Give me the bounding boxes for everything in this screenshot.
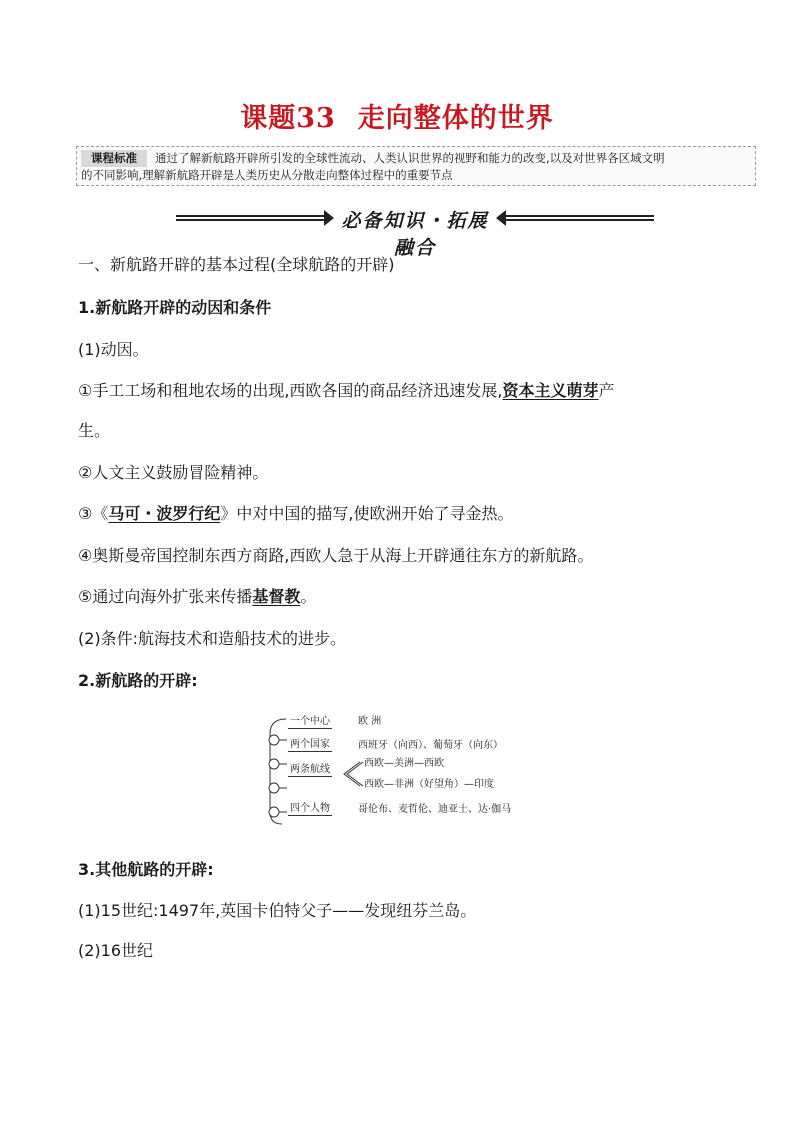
diagram-value-people: 哥伦布、麦哲伦、迪亚士、达·伽马 — [358, 804, 512, 815]
diagram-node-routes: 两条航线 — [288, 760, 332, 777]
page-title — [0, 96, 794, 135]
paragraph-15th-century: (1)15世纪:1497年,英国卡伯特父子——发现纽芬兰岛。 — [78, 901, 477, 920]
motive-1-text: ①手工工场和租地农场的出现,西欧各国的商品经济迅速发展, — [78, 381, 503, 400]
banner-left-arrow-icon — [324, 210, 334, 226]
subheading-other-routes: 3.其他航路的开辟: — [78, 860, 214, 879]
paragraph-motive-1-wrap: 生。 — [78, 421, 111, 440]
motive-3-text: 》中对中国的描写,使欧洲开始了寻金热。 — [220, 504, 514, 523]
paragraph-motive-3 — [78, 501, 513, 524]
motive-1-tail: 产 — [598, 381, 615, 400]
paragraph-conditions: (2)条件:航海技术和造船技术的进步。 — [78, 629, 347, 648]
lesson-name: 走向整体的世界 — [357, 103, 554, 134]
diagram-node-center: 一个中心 — [288, 712, 332, 729]
paragraph-motive-2: ②人文主义鼓励冒险精神。 — [78, 463, 269, 482]
paragraph-motive-5 — [78, 584, 316, 607]
motive-5-tail: 。 — [300, 587, 317, 606]
diagram-node-countries: 两个国家 — [288, 735, 332, 752]
banner-title: 必备知识・拓展融合 — [341, 210, 489, 259]
curriculum-standard-tag: 课程标准 — [81, 150, 147, 167]
paragraph-motive-1 — [78, 378, 615, 401]
banner-left-rule — [176, 215, 326, 221]
curriculum-standard-text-1: 通过了解新航路开辟所引发的全球性流动、人类认识世界的视野和能力的改变,以及对世界各区域文明 — [155, 151, 665, 165]
paragraph-motives-label: (1)动因。 — [78, 340, 149, 359]
curriculum-standard-text-2: 的不同影响,理解新航路开辟是人类历史从分散走向整体过程中的重要节点 — [81, 168, 453, 182]
motive-5-keyword: 基督教 — [252, 587, 301, 606]
subheading-new-routes: 2.新航路的开辟: — [78, 671, 198, 690]
diagram-node-people: 四个人物 — [288, 799, 332, 816]
diagram-value-route-1: 西欧—美洲—西欧 — [364, 758, 444, 769]
lesson-number: 课题33 — [240, 103, 336, 134]
motive-3-keyword: 马可・波罗行纪 — [108, 504, 221, 523]
banner-right-rule — [504, 215, 654, 221]
curriculum-standard-box — [76, 146, 756, 186]
motive-3-open: ③《 — [78, 504, 109, 523]
paragraph-16th-century: (2)16世纪 — [78, 941, 154, 960]
new-routes-diagram — [262, 704, 542, 834]
diagram-value-route-2: 西欧—非洲（好望角）—印度 — [364, 779, 494, 790]
diagram-value-center: 欧 洲 — [358, 716, 382, 727]
motive-1-keyword: 资本主义萌芽 — [502, 381, 599, 400]
motive-5-text: ⑤通过向海外扩张来传播 — [78, 587, 253, 606]
subheading-motives: 1.新航路开辟的动因和条件 — [78, 298, 272, 317]
paragraph-motive-4: ④奥斯曼帝国控制东西方商路,西欧人急于从海上开辟通往东方的新航路。 — [78, 546, 594, 565]
diagram-value-countries: 西班牙（向西）、葡萄牙（向东） — [358, 740, 503, 751]
section-heading: 一、新航路开辟的基本过程(全球航路的开辟) — [78, 255, 395, 274]
section-banner — [176, 206, 654, 259]
